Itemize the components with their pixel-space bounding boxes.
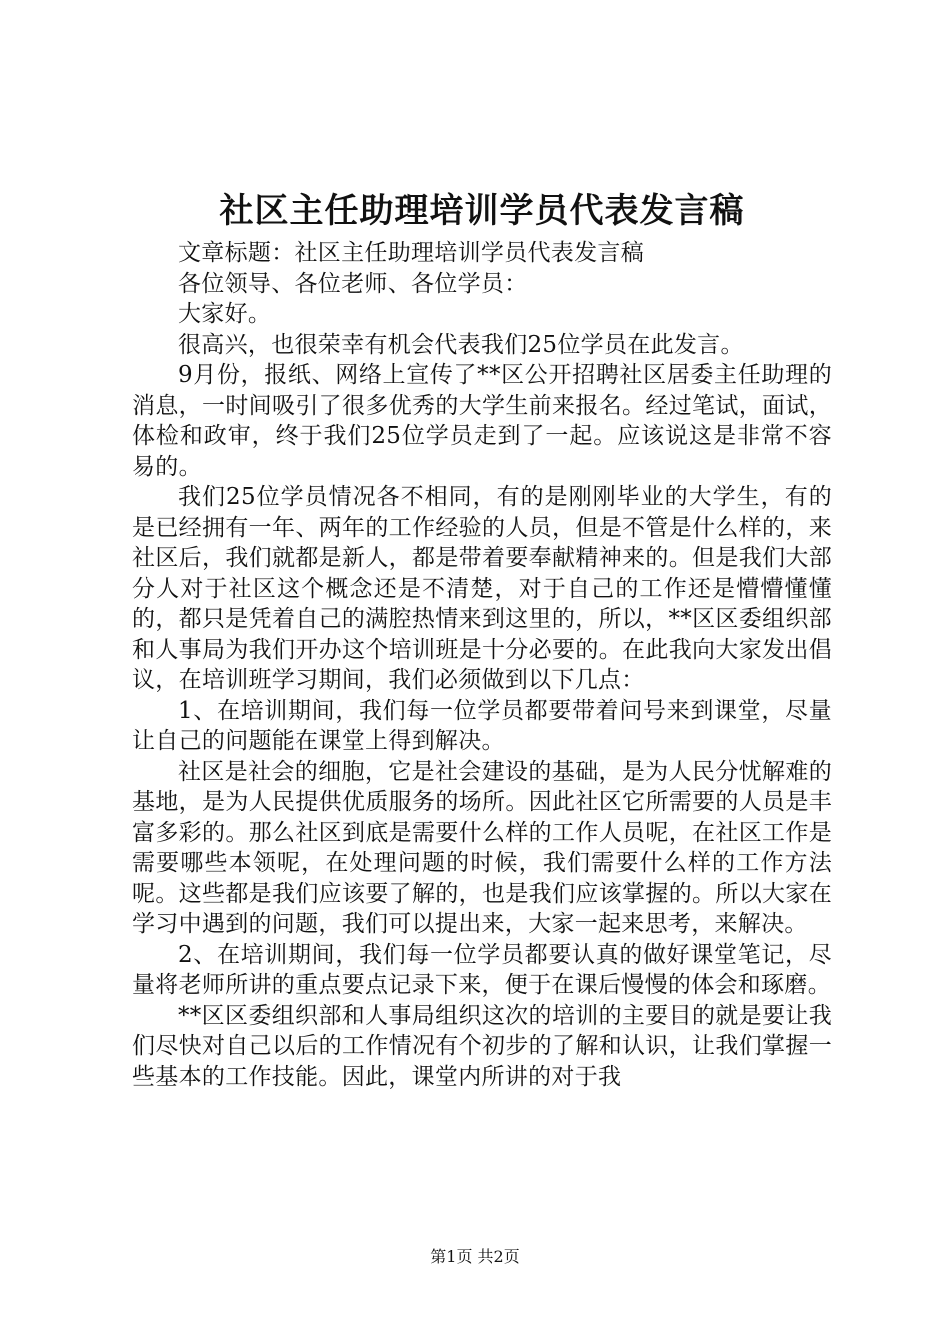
paragraph-article-title: 文章标题：社区主任助理培训学员代表发言稿 [178, 240, 644, 266]
page-number-footer: 第1页 共2页 [430, 1247, 520, 1266]
paragraph-recruitment: 9月份，报纸、网络上宣传了**区公开招聘社区居委主任助理的消息，一时间吸引了很多优秀的大学生前来报名。经过笔试，面试，体检和政审，终于我们25位学员走到了一起。应该说这是非常不容易的。 [132, 362, 832, 480]
document-title: 社区主任助理培训学员代表发言稿 [219, 191, 745, 231]
paragraph-community: 社区是社会的细胞，它是社会建设的基础，是为人民分忧解难的基地，是为人民提供优质服务的场所。因此社区它所需要的人员是丰富多彩的。那么社区到底是需要什么样的工作人员呢，在社区工作是需要哪些本领呢，在处理问题的时候，我们需要什么样的工作方法呢。这些都是我们应该要了解的，也是我们应该掌握的。所以大家在学习中遇到的问题，我们可以提出来，大家一起来思考，来解决。 [132, 758, 832, 937]
paragraph-point-2: 2、在培训期间，我们每一位学员都要认真的做好课堂笔记，尽量将老师所讲的重点要点记录下来，便于在课后慢慢的体会和琢磨。 [132, 941, 832, 998]
paragraph-purpose: **区区委组织部和人事局组织这次的培训的主要目的就是要让我们尽快对自己以后的工作情况有个初步的了解和认识，让我们掌握一些基本的工作技能。因此，课堂内所讲的对于我 [132, 1002, 832, 1090]
paragraph-point-1: 1、在培训期间，我们每一位学员都要带着问号来到课堂，尽量让自己的问题能在课堂上得到解决。 [132, 697, 832, 754]
paragraph-background: 我们25位学员情况各不相同，有的是刚刚毕业的大学生，有的是已经拥有一年、两年的工作经验的人员，但是不管是什么样的，来社区后，我们就都是新人，都是带着要奉献精神来的。但是我们大部分人对于社区这个概念还是不清楚，对于自己的工作还是懵懵懂懂的，都只是凭着自己的满腔热情来到这里的，所以，**区区委组织部和人事局为我们开办这个培训班是十分必要的。在此我向大家发出倡议，在培训班学习期间，我们必须做到以下几点： [132, 484, 832, 693]
paragraph-greeting: 大家好。 [178, 301, 272, 327]
paragraph-salutation: 各位领导、各位老师、各位学员： [178, 270, 528, 297]
paragraph-intro: 很高兴，也很荣幸有机会代表我们25位学员在此发言。 [178, 331, 744, 358]
